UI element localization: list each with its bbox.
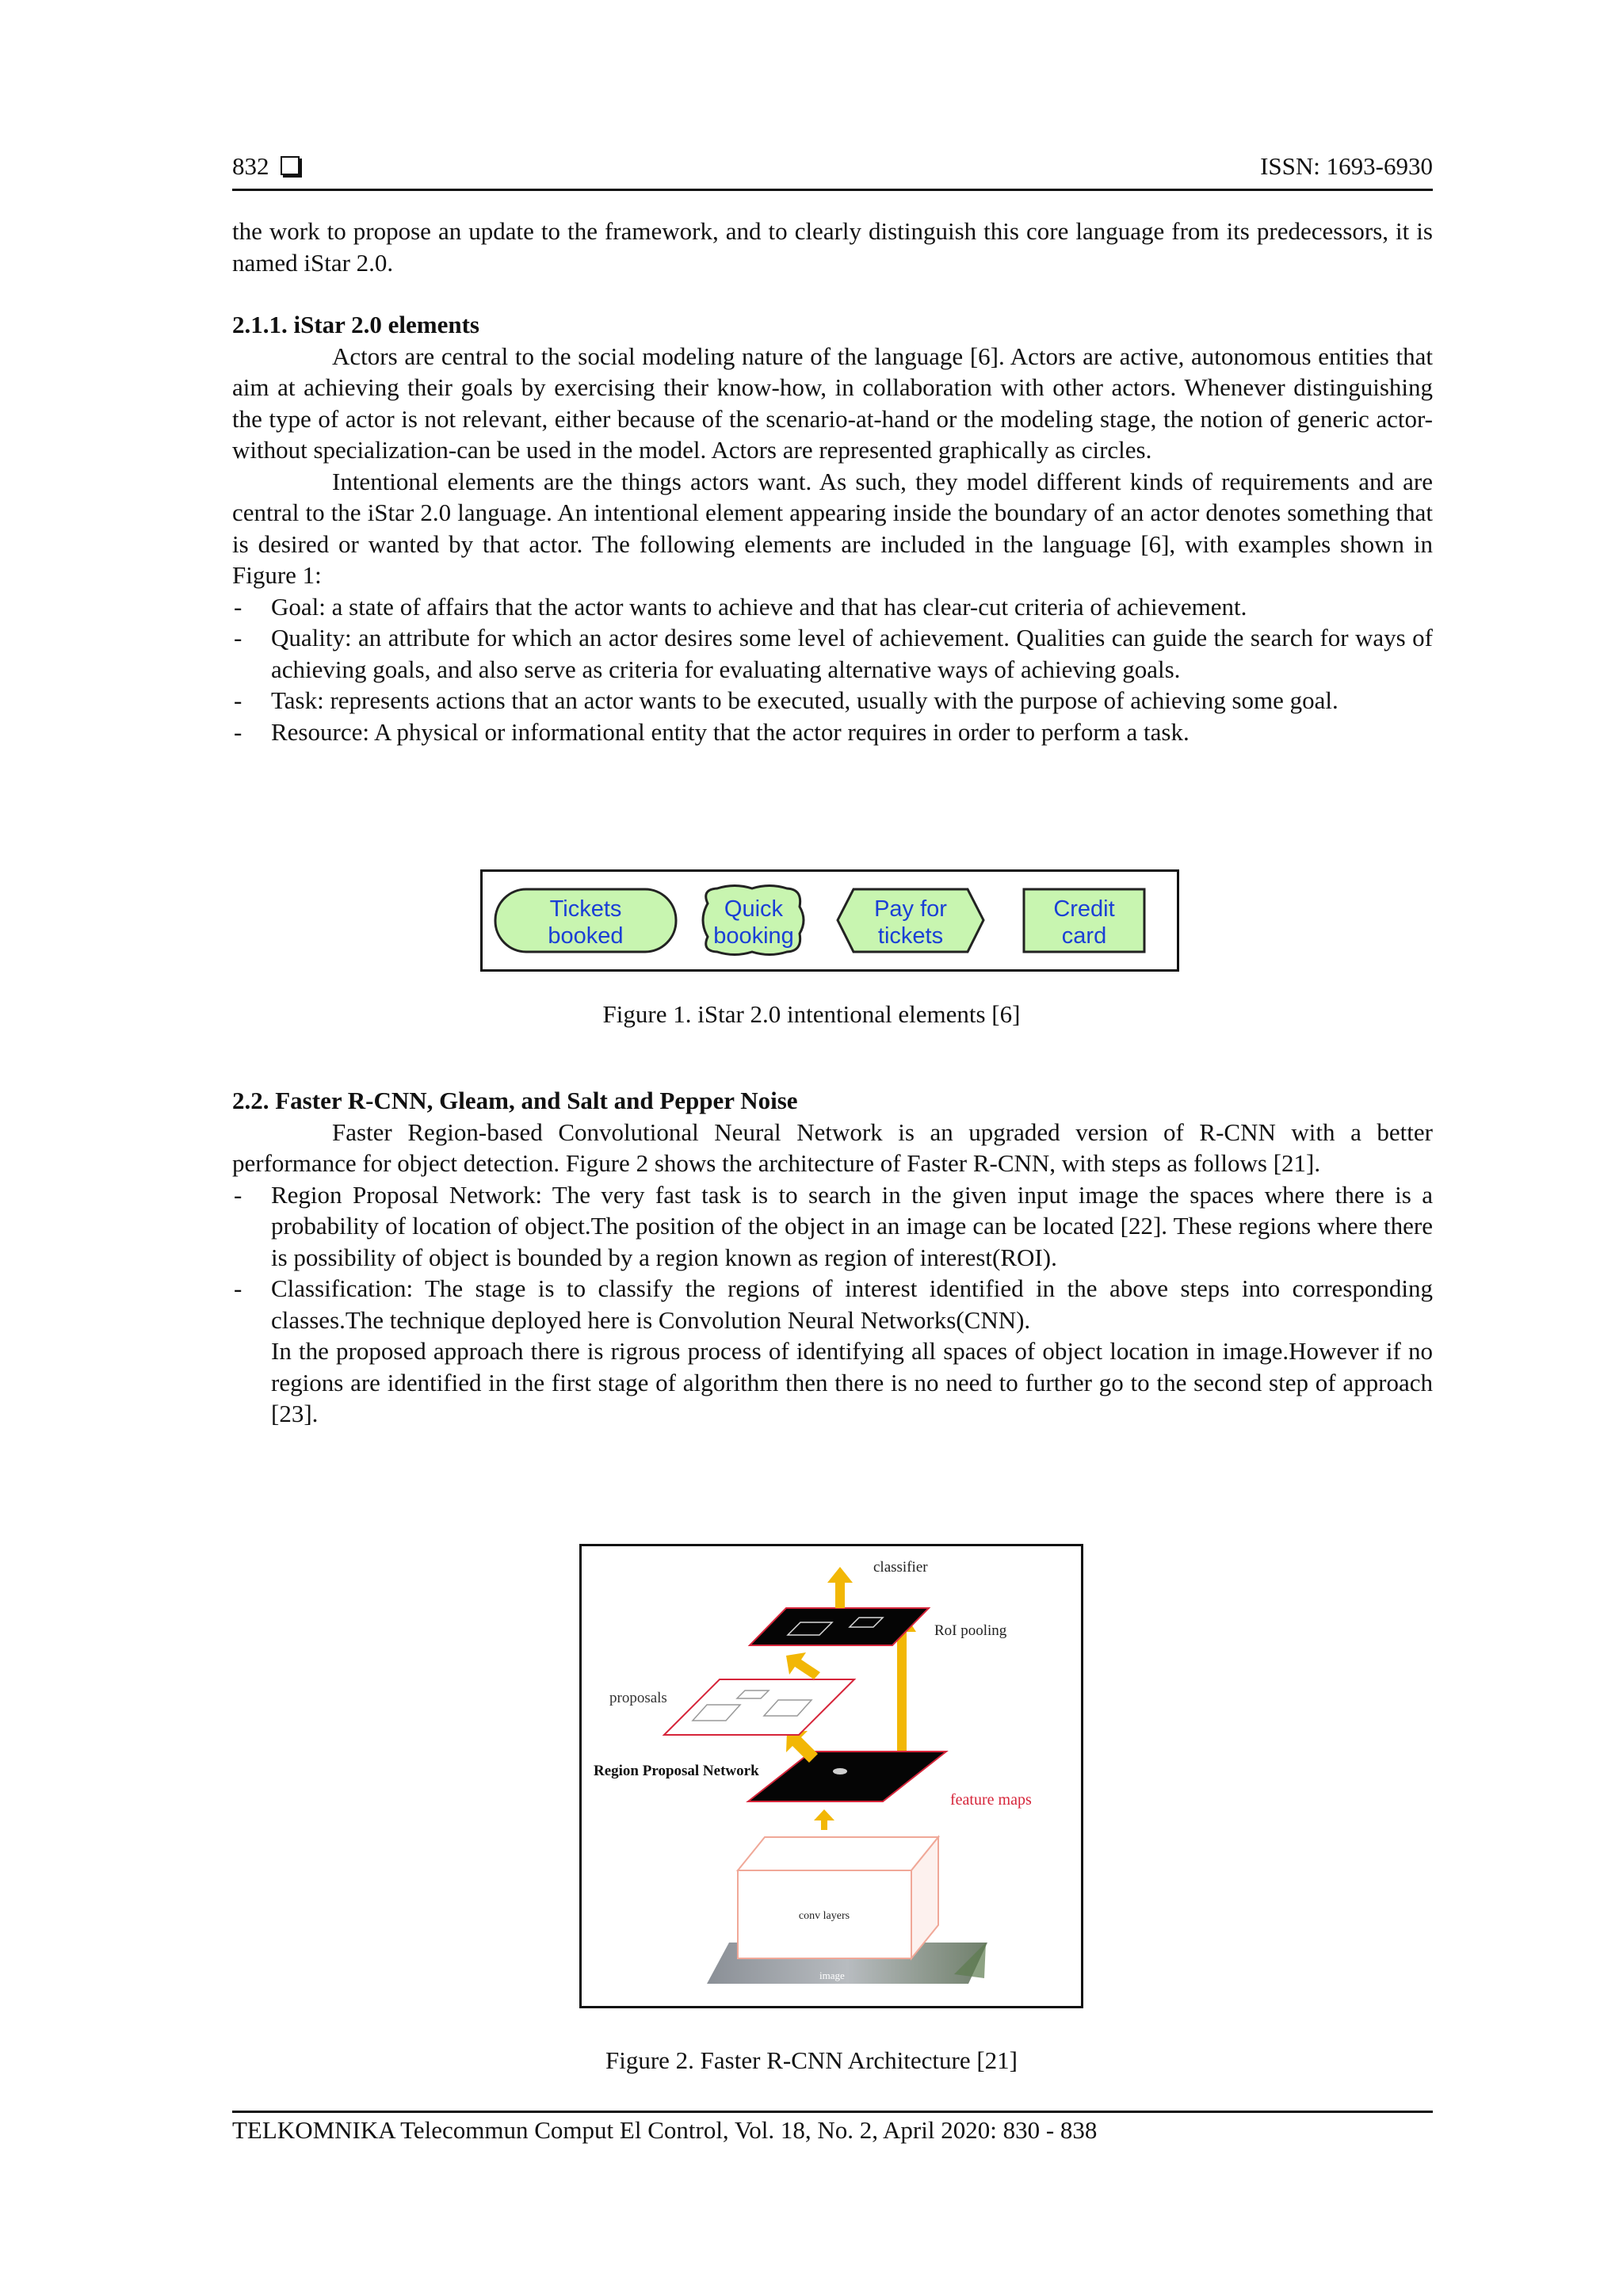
issn: ISSN: 1693-6930 — [1260, 152, 1433, 180]
footer-citation: TELKOMNIKA Telecommun Comput El Control, Vol. 18, No. 2, April 2020: 830 - 838 — [232, 2116, 1098, 2144]
section-heading-2-1-1: 2.1.1. iStar 2.0 elements — [232, 311, 479, 338]
rpn-label: Region Proposal Network — [594, 1763, 759, 1779]
proposals-plane — [664, 1679, 854, 1735]
conv-layers-label: conv layers — [798, 1910, 850, 1922]
quality-label-line2: booking — [713, 923, 794, 949]
page-number-group — [232, 152, 300, 181]
resource-label-line1: Credit — [1053, 896, 1115, 922]
figure-2 — [579, 1544, 1083, 2008]
list-item: - Resource: A physical or informational entity that the actor requires in order to perform a task. — [232, 716, 1433, 748]
task-label-line2: tickets — [877, 923, 944, 949]
list-item: - Region Proposal Network: The very fast task is to search in the given input image the spaces where there is a probability of location of object.The position of the object in an image can be located [22]. These regions where there is possibility of object is bounded by a region known as region of interest(ROI). — [232, 1179, 1433, 1274]
square-bullet-icon — [281, 156, 300, 175]
feature-maps-plane — [748, 1752, 946, 1801]
arrow-conv-to-features — [814, 1809, 834, 1830]
text-block-middle — [232, 1085, 1433, 1430]
figure-2-diagram — [582, 1546, 1081, 2006]
list-item: - Classification: The stage is to classify the regions of interest identified in the above steps into corresponding classes.The technique deployed here is Convolution Neural Networks(CNN). — [232, 1273, 1433, 1335]
paragraph-approach: In the proposed approach there is rigrous process of identifying all spaces of object location in image.However if no regions are identified in the first stage of algorithm then there is no need to further go to the second step of approach [23]. — [271, 1337, 1433, 1427]
figure-2-caption: Figure 2. Faster R-CNN Architecture [21] — [605, 2046, 1018, 2074]
image-label: image — [819, 1969, 845, 1981]
arrow-roi-to-classifier — [827, 1567, 853, 1608]
page-header — [232, 152, 1433, 191]
page-number: 832 — [232, 152, 269, 180]
quality-label-line1: Quick — [724, 896, 784, 922]
figure-1-caption: Figure 1. iStar 2.0 intentional elements [6] — [602, 1000, 1021, 1028]
proposals-label: proposals — [609, 1690, 667, 1706]
step-list — [232, 1179, 1433, 1336]
conv-layers-top — [738, 1837, 938, 1870]
section-heading-2-2: 2.2. Faster R-CNN, Gleam, and Salt and Pepper Noise — [232, 1087, 798, 1114]
intro-paragraph: the work to propose an update to the framework, and to clearly distinguish this core language from its predecessors, it is named iStar 2.0. — [232, 217, 1433, 277]
element-list — [232, 591, 1433, 748]
figure-1-diagram — [483, 872, 1177, 969]
task-label-line1: Pay for — [874, 896, 947, 922]
classifier-label: classifier — [873, 1559, 928, 1576]
resource-label-line2: card — [1061, 923, 1107, 949]
goal-label-line1: Tickets — [549, 896, 622, 922]
paragraph-actors: Actors are central to the social modeling nature of the language [6]. Actors are active, autonomous entities that aim at achieving their goals by exercising their know-how, in collaboration with other actors. Whenever distinguishing the type of actor is not relevant, either because of the scenario-at-hand or the modeling stage, the notion of generic actor-without specialization-can be used in the model. Actors are represented graphically as circles. — [232, 342, 1433, 464]
paragraph-intentional-elements: Intentional elements are the things actors want. As such, they model different kinds of requirements and are central to the iStar 2.0 language. An intentional element appearing inside the boundary of an actor denotes something that is desired or wanted by that actor. The following elements are included in the language [6], with examples shown in Figure 1: — [232, 467, 1433, 589]
feature-activation — [833, 1768, 847, 1775]
list-item: - Task: represents actions that an actor wants to be executed, usually with the purpose of achieving some goal. — [232, 685, 1433, 716]
text-block-top — [232, 216, 1433, 747]
figure-1 — [480, 869, 1179, 972]
roi-pooling-label: RoI pooling — [934, 1622, 1007, 1639]
list-item: - Quality: an attribute for which an actor desires some level of achievement. Qualities can guide the search for ways of achieving goals, and also serve as criteria for evaluating alternative ways of achieving goals. — [232, 622, 1433, 685]
arrow-proposals-to-roi — [786, 1652, 820, 1679]
page-footer — [232, 2111, 1433, 2145]
paragraph-faster-rcnn: Faster Region-based Convolutional Neural Network is an upgraded version of R-CNN with a better performance for object detection. Figure 2 shows the architecture of Faster R-CNN, with steps as follows [21]. — [232, 1117, 1433, 1177]
feature-maps-label: feature maps — [950, 1791, 1032, 1809]
list-item: - Goal: a state of affairs that the actor wants to achieve and that has clear-cut criteria of achievement. — [232, 591, 1433, 623]
goal-label-line2: booked — [548, 923, 624, 949]
